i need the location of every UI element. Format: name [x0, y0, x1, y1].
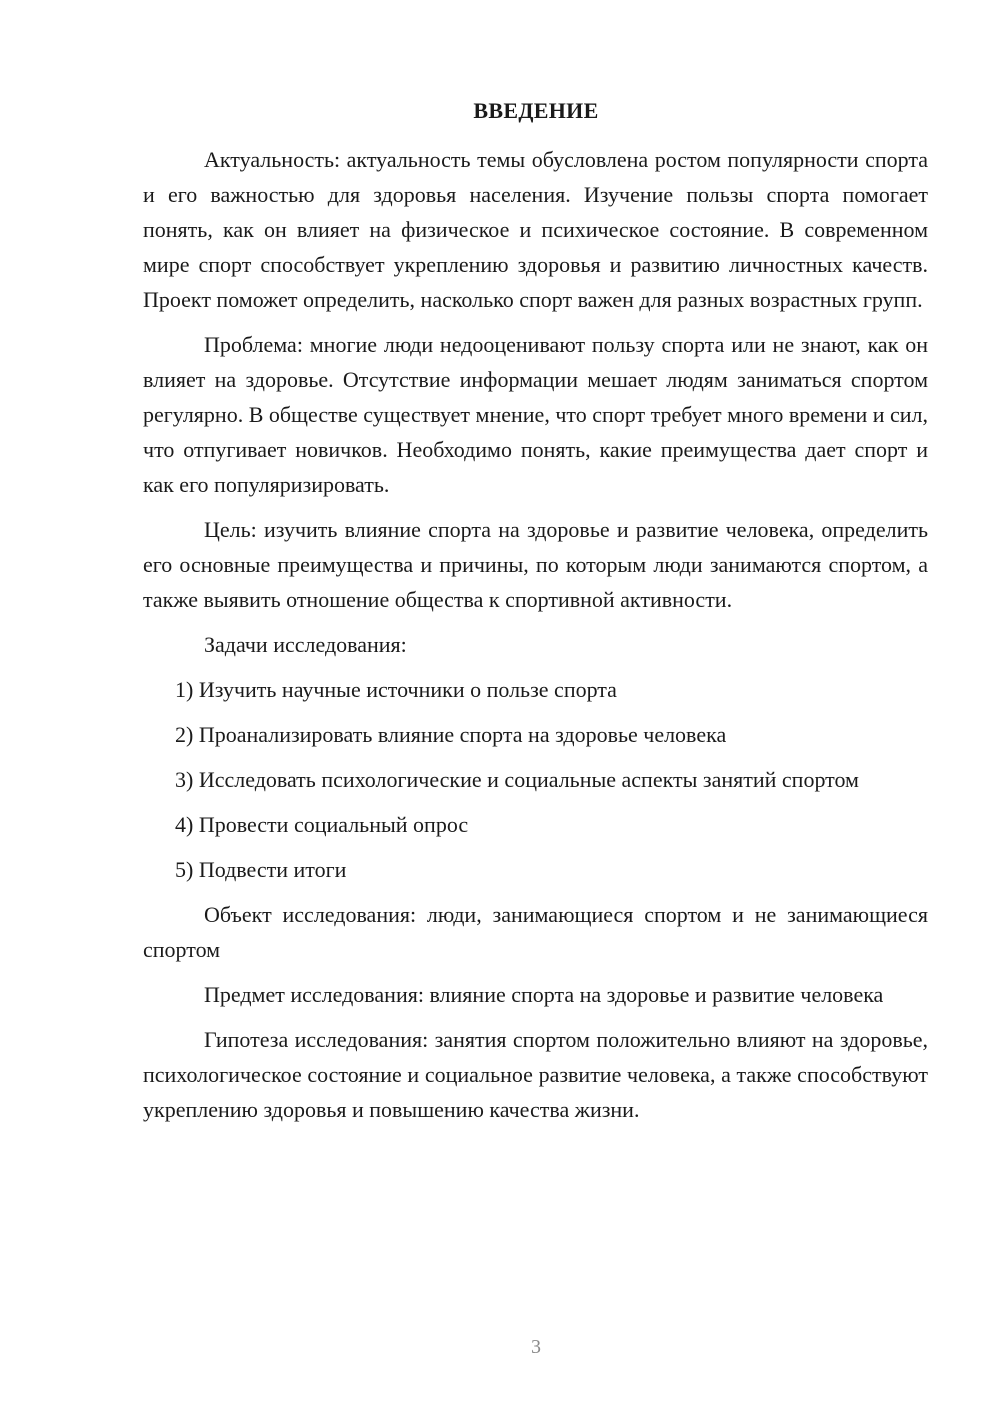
section-heading: ВВЕДЕНИЕ: [473, 98, 599, 123]
tasks-title: Задачи исследования:: [204, 632, 407, 657]
page-number: 3: [531, 1336, 541, 1358]
task-item: 2) Проанализировать влияние спорта на здоровье человека: [175, 722, 727, 747]
problem-paragraph: Проблема: многие люди недооценивают пользу спорта или не знают, как он влияет на здоровье. Отсутствие информации мешает людям заниматься спортом регулярно. В обществе существует мнение, что спорт требует много времени и сил, что отпугивает новичков. Необходимо понять, какие преимущества дает спорт и как его популяризировать.: [143, 332, 929, 497]
relevance-paragraph: Актуальность: актуальность темы обусловлена ростом популярности спорта и его важностью для здоровья населения. Изучение пользы спорта помогает понять, как он влияет на физическое и психическое состояние. В современном мире спорт способствует укреплению здоровья и развитию личностных качеств. Проект поможет определить, насколько спорт важен для разных возрастных групп.: [143, 147, 928, 312]
document-body: [143, 142, 928, 1137]
task-item: 4) Провести социальный опрос: [175, 812, 469, 837]
task-item: 5) Подвести итоги: [175, 857, 347, 882]
task-item: 1) Изучить научные источники о пользе спорта: [175, 677, 617, 702]
goal-paragraph: Цель: изучить влияние спорта на здоровье и развитие человека, определить его основные преимущества и причины, по которым люди занимаются спортом, а также выявить отношение общества к спортивной активности.: [143, 517, 928, 612]
object-paragraph: Объект исследования: люди, занимающиеся спортом и не занимающиеся спортом: [143, 902, 928, 962]
hypothesis-paragraph: Гипотеза исследования: занятия спортом положительно влияют на здоровье, психологическое состояние и социальное развитие человека, а также способствуют укреплению здоровья и повышению качества жизни.: [143, 1027, 928, 1122]
subject-paragraph: Предмет исследования: влияние спорта на здоровье и развитие человека: [204, 982, 884, 1007]
task-item: 3) Исследовать психологические и социальные аспекты занятий спортом: [175, 767, 859, 792]
